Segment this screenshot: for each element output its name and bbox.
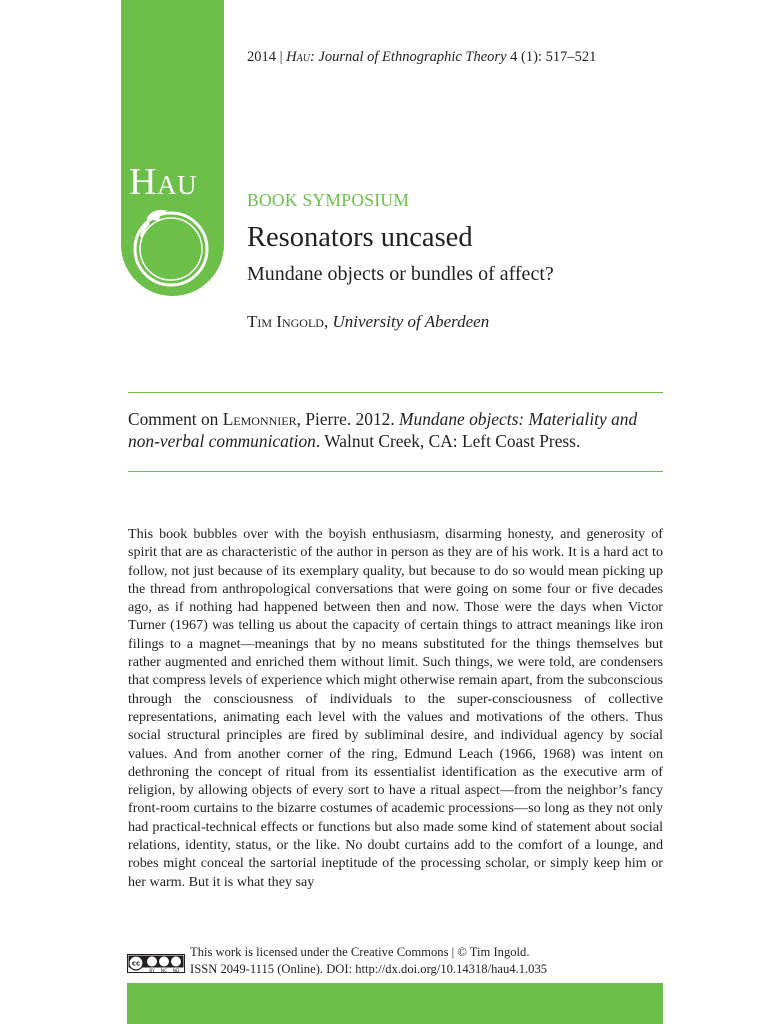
license-notice xyxy=(190,944,547,978)
divider-top xyxy=(128,392,663,393)
creative-commons-license-icon[interactable] xyxy=(127,954,185,973)
author-line xyxy=(247,312,489,332)
comment-publisher: . Walnut Creek, CA: Left Coast Press. xyxy=(315,431,581,451)
citation-volume-pages: 4 (1): 517–521 xyxy=(506,49,597,65)
article-subtitle: Mundane objects or bundles of affect? xyxy=(247,263,554,285)
comment-author-surname: Lemonnier xyxy=(222,409,297,429)
comment-book-title: Mundane objects: Materiality and non-verbal communication xyxy=(128,409,638,451)
author-name: Tim Ingold xyxy=(247,312,324,331)
author-separator: , xyxy=(323,312,333,331)
section-label: BOOK SYMPOSIUM xyxy=(247,190,410,210)
footer-brand-bar xyxy=(127,983,663,1024)
journal-name xyxy=(286,49,506,65)
cc-nc-label: NC xyxy=(160,969,168,973)
comment-prefix: Comment on xyxy=(128,409,223,429)
ouroboros-logo-icon xyxy=(129,203,215,289)
citation-year: 2014 | xyxy=(247,49,287,65)
author-affiliation: University of Aberdeen xyxy=(332,312,490,331)
license-line-2[interactable]: ISSN 2049-1115 (Online). DOI: http://dx.doi.org/10.14318/hau4.1.035 xyxy=(190,962,548,976)
body-paragraph: This book bubbles over with the boyish enthusiasm, disarming honesty, and generosity of spirit that are as characteristic of the author in person as they are of his work. It is a hard act to follow, not just because of its exemplary quality, but because to do so would mean picking up the thread from anthropological conversations that were going on some four or five decades ago, as if nothing had happened between then and now. Those were the days when Victor Turner (1967) was telling us about the capacity of certain things to attract meanings like iron filings to a magnet—meanings that by no means substituted for the things themselves but rather augmented and enriched them without limit. Such things, we were told, are condensers that compress levels of experience which might otherwise remain apart, from the subconscious through the consciousness of individuals to the super-consciousness of collective representations, animating each level with the values and motivations of the others. Thus social structural principles are fired by subliminal desire, and individual agency by social values. And from another corner of the ring, Edmund Leach (1966, 1968) was intent on dethroning the concept of ritual from its essentialist identification as the executive arm of religion, by allowing objects of every sort to have a ritual aspect—from the neighbor’s fancy front-room curtains to the bizarre costumes of academic processions—so long as they not only had practical-technical effects or functions but also made some kind of statement about social relations, identity, status, or the like. No doubt curtains add to the comfort of a lounge, and robes might conceal the sartorial ineptitude of the processing scholar, or simply keep him or her warm. But it is what they say xyxy=(128,526,664,890)
cc-by-label: BY xyxy=(149,969,155,973)
license-line-1: This work is licensed under the Creative Commons | © Tim Ingold. xyxy=(190,945,530,959)
comment-author-rest: , Pierre. 2012. xyxy=(296,409,400,429)
cc-nd-label: ND xyxy=(172,969,180,973)
journal-logo-text: Hau xyxy=(129,161,197,203)
journal-citation xyxy=(247,49,596,66)
cc-badge-label: cc xyxy=(131,959,141,968)
article-title: Resonators uncased xyxy=(247,222,473,253)
divider-bottom xyxy=(128,471,663,472)
comment-reference xyxy=(128,408,668,452)
journal-name-rest: : Journal of Ethnographic Theory xyxy=(309,49,507,65)
journal-name-hau: Hau xyxy=(286,49,310,65)
